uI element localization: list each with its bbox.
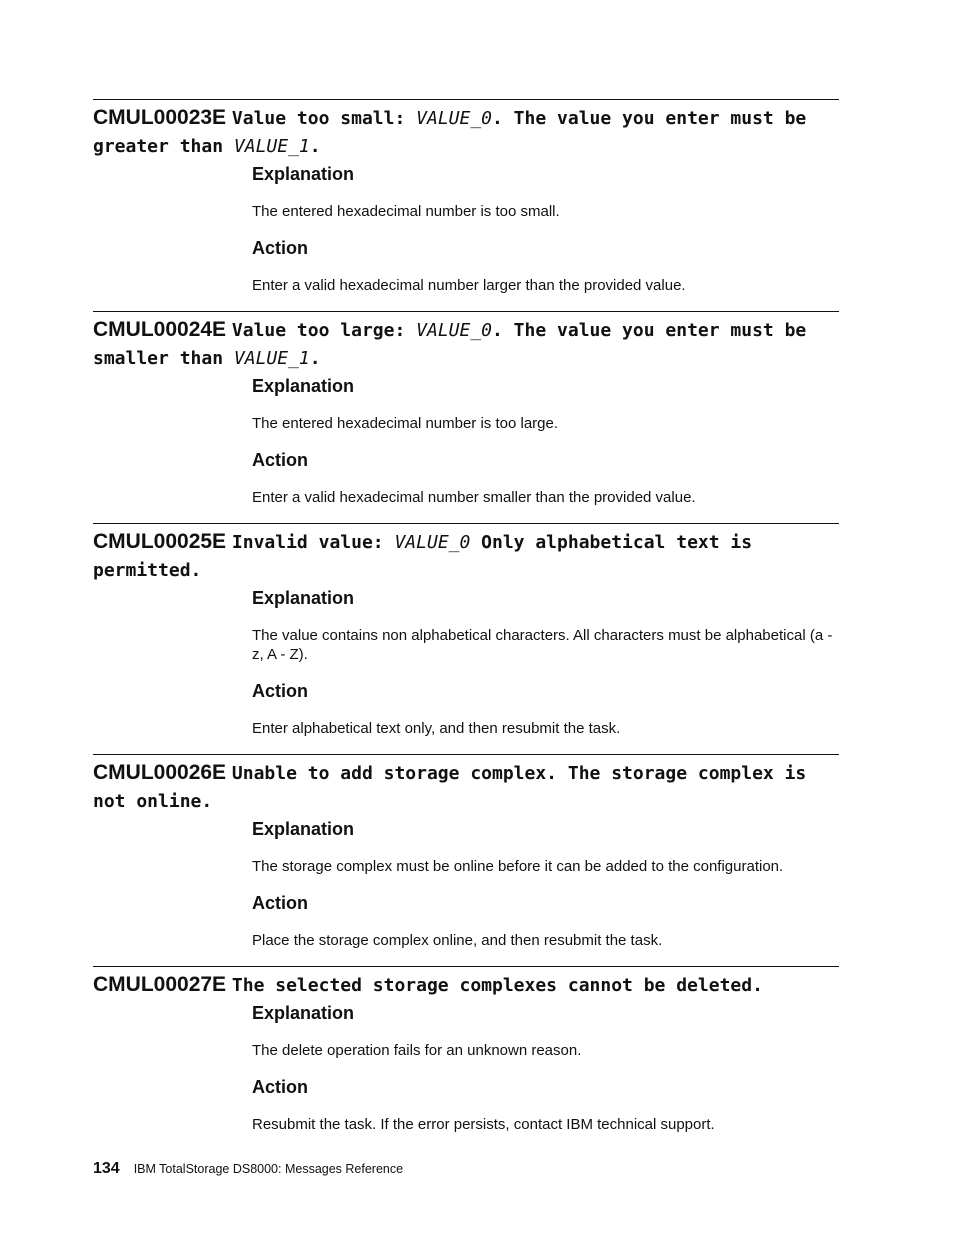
explanation-text: The entered hexadecimal number is too large. bbox=[252, 415, 559, 432]
message-id: CMUL00026E bbox=[93, 761, 227, 784]
action-text: Enter alphabetical text only, and then resubmit the task. bbox=[252, 720, 621, 737]
message-text-part: Only alphabetical text is permitted. bbox=[93, 532, 753, 581]
message-heading bbox=[93, 971, 839, 999]
explanation-heading: Explanation bbox=[252, 376, 355, 396]
message-text-part: . bbox=[309, 136, 321, 157]
explanation-heading: Explanation bbox=[252, 588, 355, 608]
message-heading bbox=[93, 316, 839, 372]
message-body bbox=[252, 587, 839, 738]
action-text: Enter a valid hexadecimal number larger than the provided value. bbox=[252, 277, 686, 294]
message-body bbox=[252, 163, 839, 295]
page-number: 134 bbox=[93, 1160, 120, 1177]
variable-placeholder: VALUE_0 bbox=[416, 320, 492, 341]
message-body bbox=[252, 1002, 839, 1134]
explanation-heading: Explanation bbox=[252, 164, 355, 184]
variable-placeholder: VALUE_1 bbox=[233, 348, 310, 369]
message-body bbox=[252, 375, 839, 507]
message-text-part: . The value you enter must be greater than bbox=[93, 108, 807, 157]
message-text-part: Invalid value: bbox=[231, 532, 395, 553]
message-id: CMUL00023E bbox=[93, 106, 227, 129]
message-heading bbox=[93, 759, 839, 815]
message-id: CMUL00025E bbox=[93, 530, 227, 553]
message-list bbox=[93, 99, 839, 1150]
action-text: Resubmit the task. If the error persists, contact IBM technical support. bbox=[252, 1116, 715, 1133]
message-entry bbox=[93, 311, 839, 507]
action-text: Place the storage complex online, and then resubmit the task. bbox=[252, 932, 663, 949]
message-text-part: The selected storage complexes cannot be deleted. bbox=[231, 975, 763, 996]
action-heading: Action bbox=[252, 450, 308, 470]
action-text: Enter a valid hexadecimal number smaller than the provided value. bbox=[252, 489, 696, 506]
message-entry bbox=[93, 754, 839, 950]
message-text-part: . bbox=[309, 348, 321, 369]
page-footer bbox=[93, 1160, 403, 1178]
action-heading: Action bbox=[252, 1077, 308, 1097]
message-heading bbox=[93, 104, 839, 160]
message-heading bbox=[93, 528, 839, 584]
message-id: CMUL00027E bbox=[93, 973, 227, 996]
messages-container bbox=[93, 99, 839, 1134]
explanation-text: The storage complex must be online before it can be added to the configuration. bbox=[252, 858, 784, 875]
explanation-text: The entered hexadecimal number is too small. bbox=[252, 203, 560, 220]
message-entry bbox=[93, 523, 839, 738]
message-text-part: . The value you enter must be smaller than bbox=[93, 320, 807, 369]
explanation-text: The value contains non alphabetical characters. All characters must be alphabetical (a - z, A - Z). bbox=[252, 627, 833, 663]
variable-placeholder: VALUE_0 bbox=[416, 108, 492, 129]
variable-placeholder: VALUE_1 bbox=[233, 136, 310, 157]
message-body bbox=[252, 818, 839, 950]
message-entry bbox=[93, 966, 839, 1134]
message-entry bbox=[93, 99, 839, 295]
message-text-part: Value too large: bbox=[231, 320, 417, 341]
explanation-text: The delete operation fails for an unknown reason. bbox=[252, 1042, 582, 1059]
message-text bbox=[232, 975, 763, 996]
explanation-heading: Explanation bbox=[252, 819, 355, 839]
message-text-part: Value too small: bbox=[231, 108, 417, 129]
message-id: CMUL00024E bbox=[93, 318, 227, 341]
message-text-part: Unable to add storage complex. The storage complex is not online. bbox=[93, 763, 807, 812]
action-heading: Action bbox=[252, 681, 308, 701]
book-title: IBM TotalStorage DS8000: Messages Reference bbox=[133, 1162, 404, 1176]
variable-placeholder: VALUE_0 bbox=[394, 532, 471, 553]
explanation-heading: Explanation bbox=[252, 1003, 355, 1023]
action-heading: Action bbox=[252, 238, 308, 258]
action-heading: Action bbox=[252, 893, 308, 913]
